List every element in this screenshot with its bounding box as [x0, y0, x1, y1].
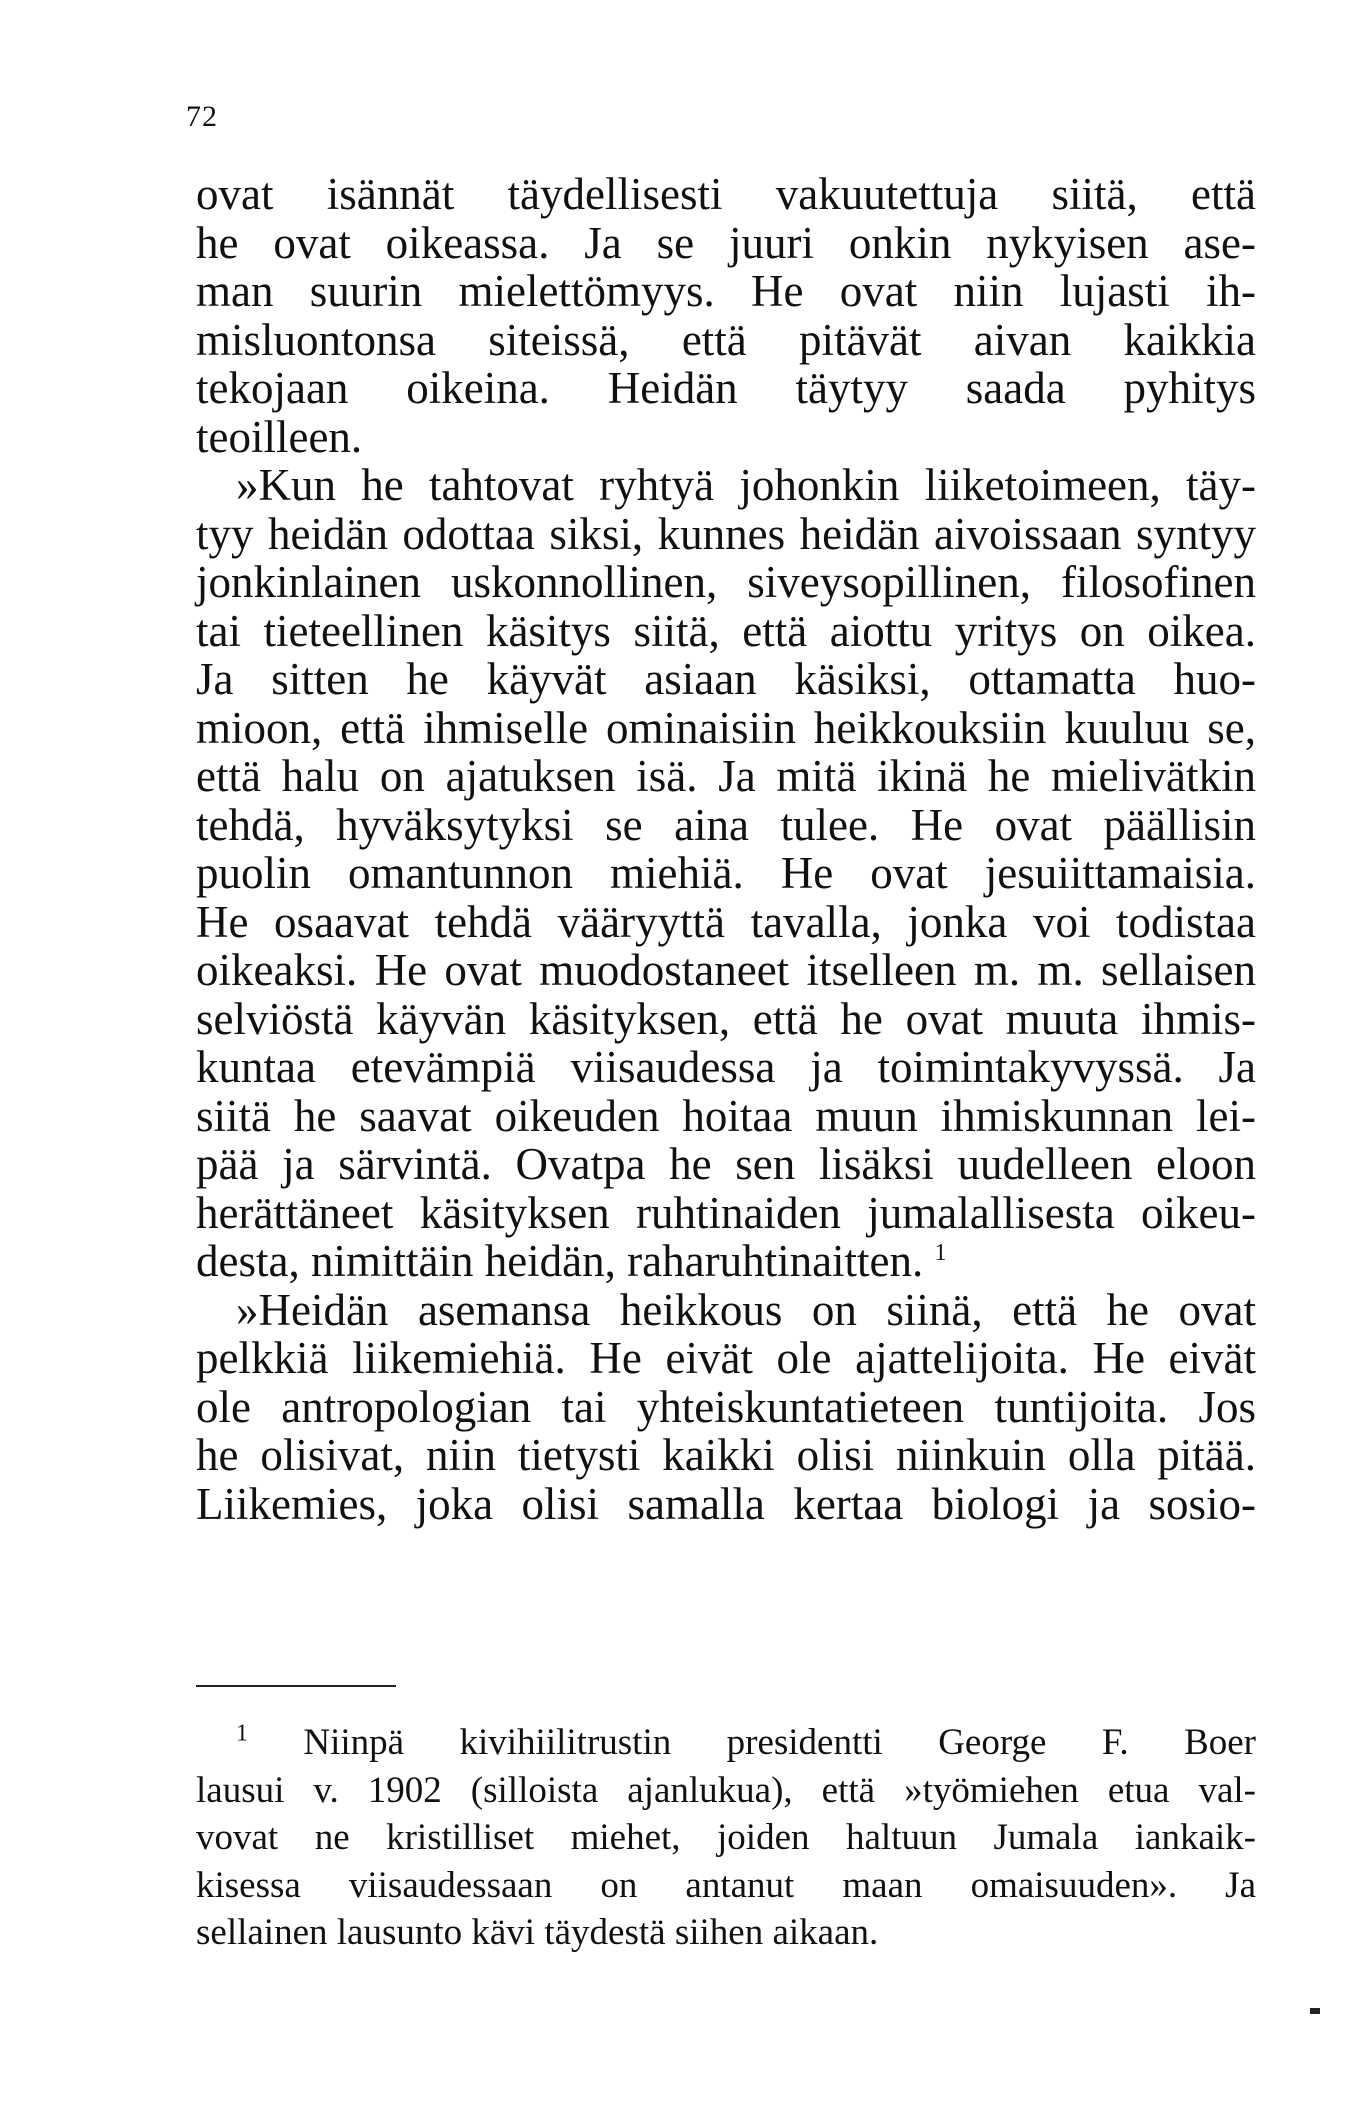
paragraph — [196, 170, 1256, 461]
text-line: ovat isännät täydellisesti vakuutettuja siitä, että — [196, 169, 1256, 219]
text-line: siitä he saavat oikeuden hoitaa muun ihmiskunnan lei- — [196, 1090, 1256, 1141]
text-line: selviöstä käyvän käsityksen, että he ovat muuta ihmis- — [196, 993, 1256, 1044]
text-line: Ja sitten he käyvät asiaan käsiksi, ottamatta huo- — [196, 654, 1256, 704]
text-line: teoilleen. — [196, 411, 363, 462]
text-line: tekojaan oikeina. Heidän täytyy saada pyhitys — [196, 363, 1256, 413]
footnote-line — [196, 1719, 1256, 1767]
footnote-line: sellainen lausunto kävi täydestä siihen aikaan. — [196, 1912, 879, 1953]
paragraph — [196, 461, 1256, 1286]
text-line: desta, nimittäin heidän, raharuhtinaitten. $^1$ — [196, 1236, 947, 1286]
footnote-text: Niinpä kivihiilitrustin presidentti George F. Boer — [303, 1722, 1257, 1763]
footnote-reference: 1 — [934, 1240, 947, 1266]
footnote-rule — [196, 1685, 396, 1687]
text-line: että halu on ajatuksen isä. Ja mitä ikinä he mielivätkin — [196, 751, 1256, 801]
text-line: Liikemies, joka olisi samalla kertaa biologi ja sosio- — [196, 1478, 1256, 1529]
text-line: puolin omantunnon miehiä. He ovat jesuiittamaisia. — [196, 848, 1256, 898]
text-line: jonkinlainen uskonnollinen, siveysopillinen, filosofinen — [196, 557, 1256, 607]
text-line: pelkkiä liikemiehiä. He eivät ole ajattelijoita. He eivät — [196, 1333, 1256, 1383]
text-line: »Kun he tahtovat ryhtyä johonkin liiketoimeen, täy- — [236, 460, 1256, 510]
text-line: oikeaksi. He ovat muodostaneet itselleen m. m. sellaisen — [196, 945, 1256, 995]
text-line: herättäneet käsityksen ruhtinaiden jumalallisesta oikeu- — [196, 1187, 1256, 1238]
footnote-line: vovat ne kristilliset miehet, joiden haltuun Jumala iankaik- — [196, 1817, 1256, 1858]
footnote-line: lausui v. 1902 (silloista ajanlukua), että »työmiehen etua val- — [196, 1769, 1256, 1811]
text-line: tyy heidän odottaa siksi, kunnes heidän aivoissaan syntyy — [196, 508, 1256, 559]
text-line: misluontonsa siteissä, että pitävät aivan kaikkia — [196, 314, 1256, 365]
text-line: mioon, että ihmiselle ominaisiin heikkouksiin kuuluu se, — [196, 702, 1256, 753]
text-line: »Heidän asemansa heikkous on siinä, että he ovat — [236, 1284, 1256, 1335]
text-line: ole antropologian tai yhteiskuntatieteen tuntijoita. Jos — [196, 1381, 1256, 1432]
text-line: he olisivat, niin tietysti kaikki olisi niinkuin olla pitää. — [196, 1430, 1256, 1480]
body-text — [196, 170, 1256, 1528]
text-line: pää ja särvintä. Ovatpa he sen lisäksi uudelleen eloon — [196, 1139, 1256, 1189]
text-line: he ovat oikeassa. Ja se juuri onkin nykyisen ase- — [196, 217, 1256, 268]
text-line: He osaavat tehdä vääryyttä tavalla, jonka voi todistaa — [196, 896, 1256, 947]
footnote-line: kisessa viisaudessaan on antanut maan omaisuuden». Ja — [196, 1864, 1256, 1906]
text-line: tehdä, hyväksytyksi se aina tulee. He ovat päällisin — [196, 799, 1256, 850]
footnotes — [196, 1685, 1256, 1957]
paragraph — [196, 1286, 1256, 1529]
text-line: kuntaa etevämpiä viisaudessa ja toimintakyvyssä. Ja — [196, 1042, 1256, 1092]
stray-mark — [1310, 2008, 1320, 2014]
text-line: man suurin mielettömyys. He ovat niin lujasti ih- — [196, 266, 1256, 316]
text-line: tai tieteellinen käsitys siitä, että aiottu yritys on oikea. — [196, 605, 1256, 656]
page-number: 72 — [186, 100, 218, 133]
footnote-marker: 1 — [236, 1720, 248, 1747]
